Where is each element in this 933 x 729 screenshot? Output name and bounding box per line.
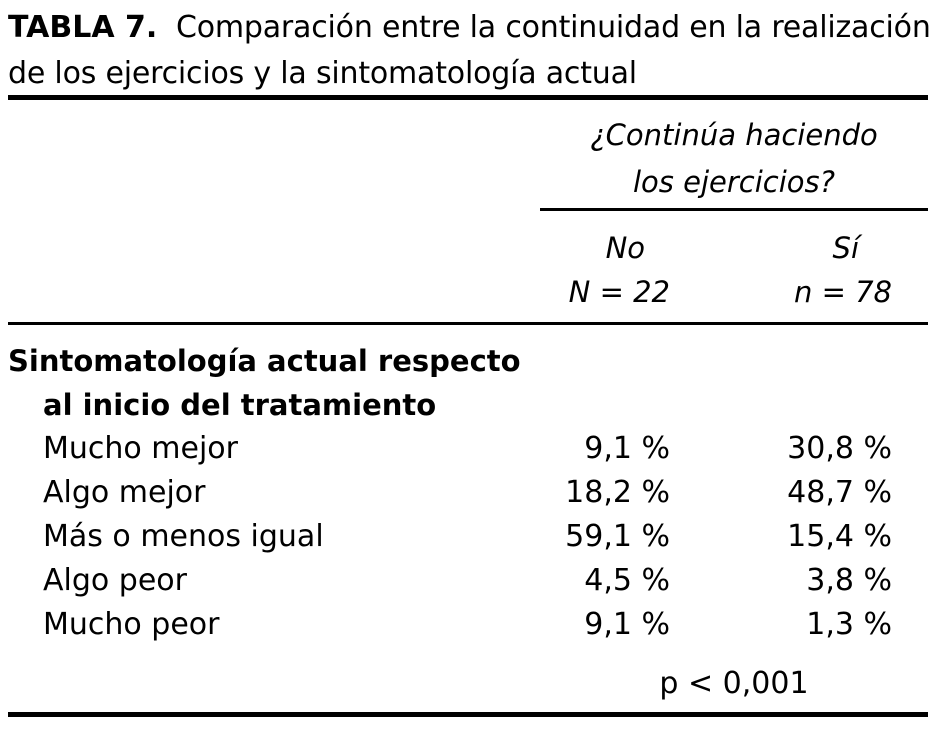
table-number: TABLA 7. bbox=[8, 10, 158, 45]
p-value: p < 0,001 bbox=[659, 666, 809, 701]
column-group-header-line-2: los ejercicios? bbox=[632, 165, 836, 199]
bottom-rule bbox=[8, 712, 928, 717]
cell-no: 4,5 % bbox=[584, 563, 670, 598]
table-row bbox=[8, 471, 928, 515]
column-group-rule bbox=[540, 208, 928, 211]
title-text-2: de los ejercicios y la sintomatología actual bbox=[8, 56, 637, 91]
column-group-header bbox=[540, 112, 928, 206]
table-title bbox=[8, 5, 931, 97]
column-header-no-label: No bbox=[605, 231, 645, 265]
column-group-header-line-1: ¿Continúa haciendo bbox=[590, 118, 878, 152]
row-label: Más o menos igual bbox=[43, 519, 324, 554]
table-row bbox=[8, 515, 928, 559]
table-row bbox=[8, 559, 928, 603]
table-row bbox=[8, 427, 928, 471]
column-header-no bbox=[520, 226, 670, 314]
row-label: Mucho peor bbox=[43, 607, 220, 642]
cell-si: 3,8 % bbox=[806, 563, 892, 598]
cell-si: 15,4 % bbox=[787, 519, 892, 554]
table-row bbox=[8, 603, 928, 647]
row-label: Algo peor bbox=[43, 563, 187, 598]
row-label: Algo mejor bbox=[43, 475, 206, 510]
row-label: Mucho mejor bbox=[43, 431, 238, 466]
column-header-no-n: N = 22 bbox=[568, 275, 670, 309]
section-heading bbox=[8, 339, 521, 427]
title-text-1: Comparación entre la continuidad en la realización bbox=[175, 10, 931, 45]
section-heading-line-1: Sintomatología actual respecto bbox=[8, 344, 521, 378]
cell-no: 59,1 % bbox=[565, 519, 670, 554]
title-line-1 bbox=[8, 5, 931, 51]
cell-no: 18,2 % bbox=[565, 475, 670, 510]
section-heading-line-2: al inicio del tratamiento bbox=[43, 388, 437, 422]
column-header-si-n: n = 78 bbox=[793, 275, 892, 309]
cell-no: 9,1 % bbox=[584, 431, 670, 466]
column-header-si bbox=[740, 226, 892, 314]
column-header-si-label: Sí bbox=[832, 231, 859, 265]
cell-si: 30,8 % bbox=[787, 431, 892, 466]
cell-no: 9,1 % bbox=[584, 607, 670, 642]
top-rule bbox=[8, 95, 928, 100]
cell-si: 48,7 % bbox=[787, 475, 892, 510]
header-rule bbox=[8, 322, 928, 325]
cell-si: 1,3 % bbox=[806, 607, 892, 642]
table-body bbox=[8, 427, 928, 647]
